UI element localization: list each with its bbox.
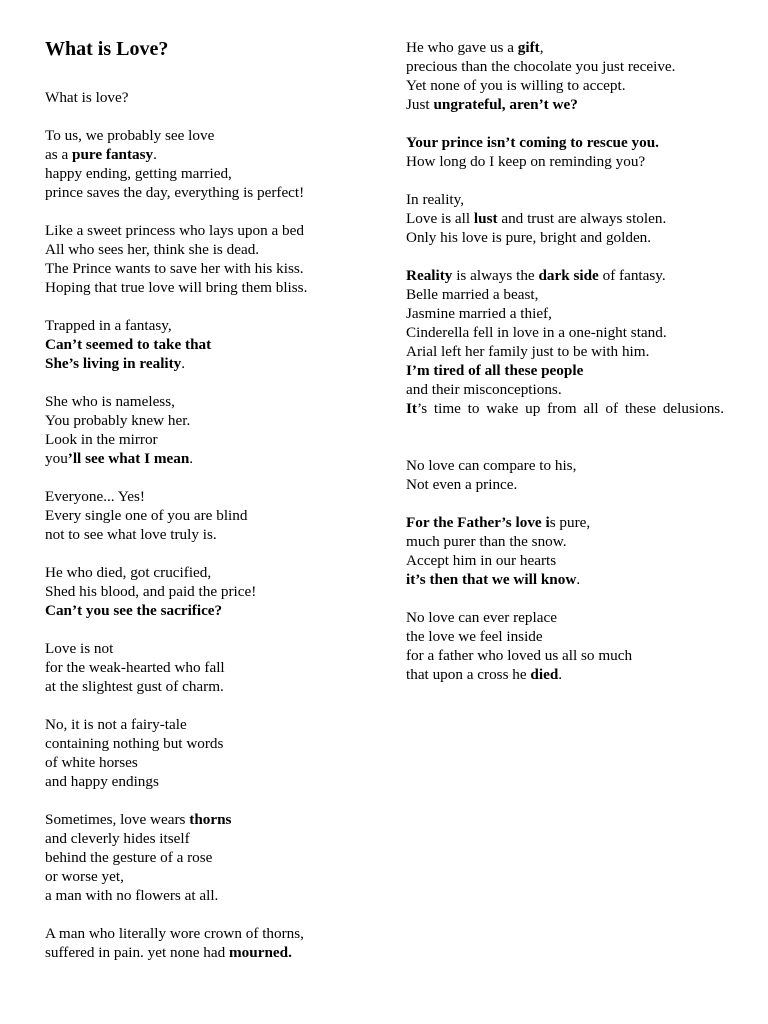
stanza <box>45 392 370 468</box>
poem-line <box>406 133 724 152</box>
poem-line <box>406 76 724 95</box>
text-segment: containing nothing but words <box>45 735 224 752</box>
poem-line <box>45 164 370 183</box>
text-segment: No, it is not a fairy-tale <box>45 716 187 733</box>
text-segment: . <box>181 355 186 372</box>
poem-line <box>406 266 724 285</box>
poem-line <box>406 57 724 76</box>
stanza <box>45 221 370 297</box>
bold-text: thorns <box>189 811 232 828</box>
stanza <box>45 810 370 905</box>
text-segment: happy ending, getting married, <box>45 165 232 182</box>
poem-line <box>45 88 370 107</box>
poem-line <box>45 829 370 848</box>
poem-line <box>406 627 724 646</box>
stanza <box>45 563 370 620</box>
text-segment: you <box>45 450 68 467</box>
poem-line <box>406 304 724 323</box>
poem-line <box>45 753 370 772</box>
stanza <box>45 88 370 107</box>
stanza <box>45 126 370 202</box>
bold-text: Can’t you see the sacrifice? <box>45 602 223 619</box>
poem-line <box>45 145 370 164</box>
poem-line <box>406 475 724 494</box>
poem-line <box>406 608 724 627</box>
text-segment: The Prince wants to save her with his kiss. <box>45 260 304 277</box>
poem-line <box>45 316 370 335</box>
poem-line <box>406 399 724 418</box>
bold-text: I’m tired of all these people <box>406 362 584 379</box>
text-segment: Arial left her family just to be with him. <box>406 343 650 360</box>
text-segment: or worse yet, <box>45 868 124 885</box>
stanza <box>406 513 724 589</box>
bold-text: dark side <box>538 267 599 284</box>
text-segment: for the weak-hearted who fall <box>45 659 225 676</box>
stanza <box>406 399 724 418</box>
text-segment: Yet none of you is willing to accept. <box>406 77 626 94</box>
poem-line <box>45 221 370 240</box>
text-segment: Belle married a beast, <box>406 286 539 303</box>
text-segment: Only his love is pure, bright and golden. <box>406 229 652 246</box>
text-segment: and trust are always stolen. <box>497 210 667 227</box>
text-segment: Shed his blood, and paid the price! <box>45 583 257 600</box>
text-segment: ’s time to wake up from all of these delusions. <box>416 400 724 417</box>
text-segment: . <box>576 571 581 588</box>
text-segment: Like a sweet princess who lays upon a bed <box>45 222 304 239</box>
text-segment: , <box>539 39 544 56</box>
bold-text: it’s then that we will know <box>406 571 577 588</box>
poem-line <box>406 551 724 570</box>
poem-line <box>45 715 370 734</box>
poem-line <box>45 810 370 829</box>
text-segment: behind the gesture of a rose <box>45 849 213 866</box>
stanza <box>45 715 370 791</box>
poem-line <box>45 924 370 943</box>
poem-line <box>45 126 370 145</box>
text-segment: Every single one of you are blind <box>45 507 248 524</box>
poem-line <box>45 335 370 354</box>
poem-line <box>406 323 724 342</box>
poem-line <box>406 513 724 532</box>
poem-line <box>45 734 370 753</box>
text-segment: He who gave us a <box>406 39 518 56</box>
text-segment: of fantasy. <box>598 267 666 284</box>
bold-text: Reality <box>406 267 453 284</box>
poem-line <box>45 525 370 544</box>
stanza <box>45 316 370 373</box>
text-segment: How long do I keep on reminding you? <box>406 153 646 170</box>
poem-line <box>406 190 724 209</box>
poem-line <box>45 183 370 202</box>
bold-text: It <box>406 400 417 417</box>
text-segment: She who is nameless, <box>45 393 175 410</box>
stanza <box>406 608 724 684</box>
poem-line <box>45 259 370 278</box>
poem-line <box>45 772 370 791</box>
text-segment: In reality, <box>406 191 465 208</box>
text-segment: for a father who loved us all so much <box>406 647 633 664</box>
poem-line <box>45 392 370 411</box>
text-segment: suffered in pain. yet none had <box>45 944 230 961</box>
poem-line <box>406 209 724 228</box>
text-segment: much purer than the snow. <box>406 533 567 550</box>
poem-line <box>45 506 370 525</box>
stanza <box>406 266 724 399</box>
text-segment: Love is not <box>45 640 114 657</box>
text-segment: Jasmine married a thief, <box>406 305 552 322</box>
poem-line <box>406 532 724 551</box>
text-segment: Hoping that true love will bring them bliss. <box>45 279 308 296</box>
bold-text: mourned. <box>229 944 292 961</box>
poem-line <box>406 570 724 589</box>
poem-line <box>45 658 370 677</box>
bold-text: pure fantasy <box>72 146 154 163</box>
text-segment: at the slightest gust of charm. <box>45 678 224 695</box>
text-segment: that upon a cross he <box>406 666 531 683</box>
poem-line <box>45 411 370 430</box>
text-segment: and cleverly hides itself <box>45 830 190 847</box>
text-segment: precious than the chocolate you just receive. <box>406 58 676 75</box>
text-segment: of white horses <box>45 754 138 771</box>
poem-line <box>406 95 724 114</box>
poem-line <box>406 38 724 57</box>
poem-line <box>406 646 724 665</box>
bold-text: ungrateful, aren’t we? <box>433 96 578 113</box>
poem-line <box>406 228 724 247</box>
poem-title: What is Love? <box>45 38 169 60</box>
poem-line <box>45 430 370 449</box>
text-segment: All who sees her, think she is dead. <box>45 241 260 258</box>
stanza <box>45 639 370 696</box>
text-segment: and happy endings <box>45 773 159 790</box>
poem-line <box>406 342 724 361</box>
poem-line <box>45 240 370 259</box>
poem-line <box>45 354 370 373</box>
stanza <box>45 924 370 962</box>
poem-line <box>45 601 370 620</box>
bold-text: died <box>530 666 559 683</box>
text-segment: Look in the mirror <box>45 431 158 448</box>
text-segment: not to see what love truly is. <box>45 526 217 543</box>
text-segment: . <box>189 450 194 467</box>
text-segment: is always the <box>452 267 539 284</box>
text-segment: . <box>558 666 563 683</box>
poem-line <box>406 380 724 399</box>
text-segment: the love we feel inside <box>406 628 543 645</box>
bold-text: gift <box>517 39 540 56</box>
poem-line <box>45 449 370 468</box>
text-segment: No love can ever replace <box>406 609 557 626</box>
text-segment: To us, we probably see love <box>45 127 215 144</box>
poem-line <box>45 487 370 506</box>
text-segment: . <box>153 146 157 163</box>
stanza <box>45 487 370 544</box>
stanza <box>406 190 724 247</box>
text-segment: Everyone... Yes! <box>45 488 145 505</box>
poem-line <box>406 361 724 380</box>
bold-text: Can’t seemed to take that <box>45 336 212 353</box>
bold-text: Your prince isn’t coming to rescue you. <box>406 134 659 151</box>
poem-line <box>45 582 370 601</box>
poem-line <box>45 677 370 696</box>
poem-line <box>45 867 370 886</box>
poem-line <box>406 285 724 304</box>
bold-text: ’ll see what I mean <box>67 450 190 467</box>
poem-line <box>406 665 724 684</box>
poem-line <box>45 563 370 582</box>
stanza <box>406 133 724 171</box>
text-segment: Cinderella fell in love in a one-night stand. <box>406 324 667 341</box>
poem-line <box>406 456 724 475</box>
bold-text: lust <box>473 210 498 227</box>
poem-line <box>45 639 370 658</box>
stanza <box>406 38 724 114</box>
text-segment: No love can compare to his, <box>406 457 577 474</box>
text-segment: and their misconceptions. <box>406 381 562 398</box>
text-segment: Not even a prince. <box>406 476 518 493</box>
text-segment: Sometimes, love wears <box>45 811 190 828</box>
text-segment: prince saves the day, everything is perfect! <box>45 184 305 201</box>
poem-line <box>45 848 370 867</box>
text-segment: Just <box>406 96 434 113</box>
bold-text: She’s living in reality <box>45 355 182 372</box>
text-segment: s pure, <box>549 514 591 531</box>
text-segment: as a <box>45 146 72 163</box>
text-segment: a man with no flowers at all. <box>45 887 219 904</box>
stanza <box>406 456 724 494</box>
text-segment: Accept him in our hearts <box>406 552 557 569</box>
bold-text: For the Father’s love i <box>406 514 550 531</box>
text-segment: You probably knew her. <box>45 412 191 429</box>
poem-line <box>406 152 724 171</box>
text-segment: He who died, got crucified, <box>45 564 212 581</box>
poem-line <box>45 278 370 297</box>
poem-line <box>45 886 370 905</box>
text-segment: A man who literally wore crown of thorns, <box>45 925 304 942</box>
text-segment: Trapped in a fantasy, <box>45 317 172 334</box>
poem-line <box>45 943 370 962</box>
text-segment: Love is all <box>406 210 474 227</box>
text-segment: What is love? <box>45 89 129 106</box>
